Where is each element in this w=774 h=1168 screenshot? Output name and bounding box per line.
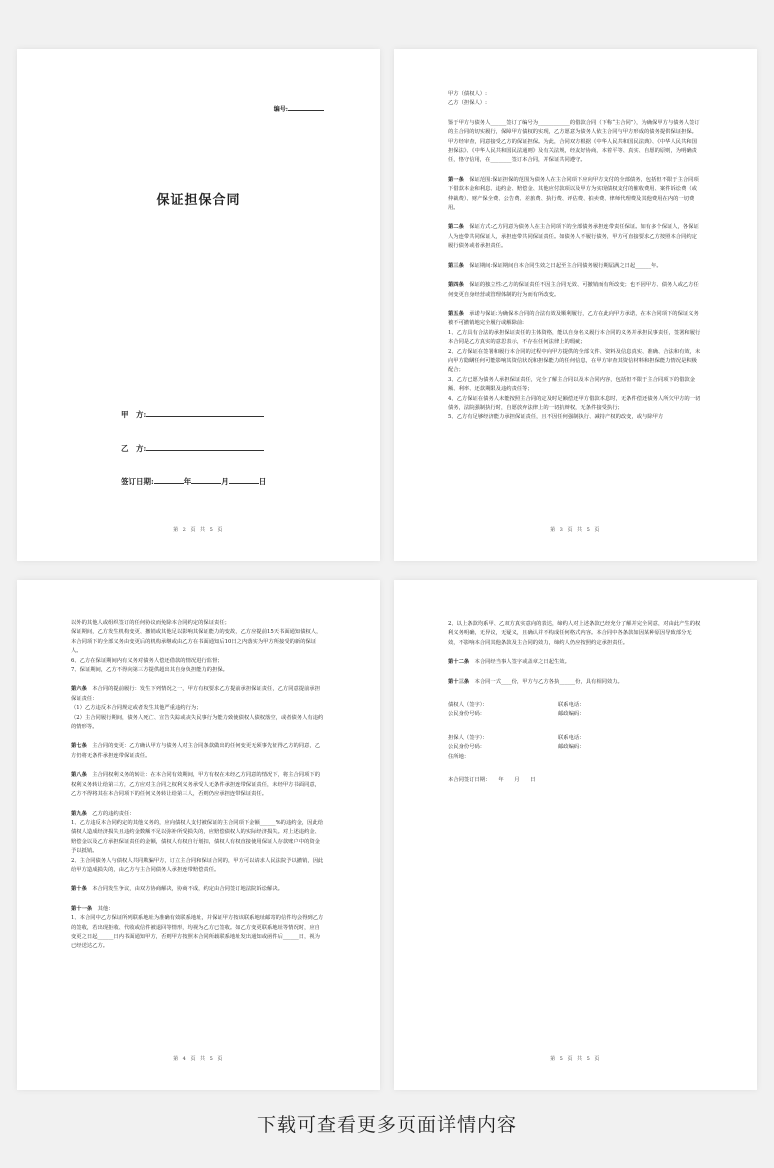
document-title: 保证担保合同: [156, 193, 241, 208]
page-number: 第 4 页 共 5 页: [173, 1056, 224, 1062]
text-line: 以外的其他人或组织签订的任何协议而免除本合同约定的保证责任；: [71, 620, 230, 626]
signing-date: 本合同签订日期： 年 月 日: [448, 777, 536, 784]
text-line: 7、保证期间，乙方不得向第三方提供超出其自身负担能力的担保。: [71, 667, 228, 674]
document-page-5: [394, 580, 757, 1090]
document-page-cover: [17, 49, 380, 561]
party-a-label: 甲方（债权人）:: [448, 91, 487, 97]
article-paragraph: 第五条 承诺与保证:为确保本合同的合法有效及顺利履行，乙方在此向甲方承诺，在本合同项下的保证义务被不可撤销地完全履行或解除前:: [448, 310, 699, 327]
article-paragraph: 第十二条 本合同经当事人签字或盖章之日起生效。: [448, 659, 570, 666]
article-paragraph: 第六条 本合同的提前履行：发生下列情况之一，甲方有权要求乙方提前承担保证责任，乙方同意提前承担保证责任：: [71, 686, 320, 702]
list-item: 5、乙方有足够经济能力承担保证责任，且不因任何强制执行、减持产权的改变，或与除甲方: [448, 414, 664, 421]
text-line: 2、以上条款均系甲、乙双方真实意向的表达，缔约人对上述条款已经充分了解并完全同意，对由此产生的权利义务明确，无异议，无疑义，且确认并不构成任何格式内容。本合同中各条款如因某种原因导致部分无效，不影响本合同其他条款及主合同的效力，缔约人仍应按照约定承担责任。: [448, 621, 701, 646]
page-body: [448, 620, 702, 785]
text-line: 6、乙方在保证期间内有义务对债务人偿还借款的情况进行监督；: [71, 657, 223, 664]
page-number: 第 2 页 共 5 页: [173, 527, 224, 533]
article-paragraph: 第三条 保证期间:保证期间自本合同生效之日起至主合同债务履行期届满之日起______年。: [448, 262, 662, 269]
contract-number-line: [288, 104, 324, 111]
article-paragraph: 第十条 本合同发生争议，由双方协商解决，协商不成，约定由合同签订地法院诉讼解决。: [71, 886, 283, 893]
party-b-line: 乙 方:: [121, 443, 264, 454]
creditor-signature-block: 债权人（签字）： 联系电话： 公民身份号码： 邮政编码：: [448, 702, 585, 718]
article-paragraph: 第七条 主合同的变更：乙方确认甲方与债务人对主合同条款做出的任何变更无须事先征得乙方的同意，乙方仍将无条件承担连带保证责任。: [71, 743, 320, 759]
document-page-3: [394, 49, 757, 561]
list-item: 1、本合同中乙方保证所列联系地址为准确有效联系地址，并保证甲方按该联系地址邮寄的信件均会得到乙方的签收，若出现拒收、代收或信件被退回等情形，均视为乙方已签收。如乙方变更联系地址等情况时，应自变更之日起______日内书面通知甲方，否则甲方按照本合同所载联系地址发出通知或函件后______日，视为已经送达乙方。: [71, 915, 324, 950]
text-line: 保证期间，乙方发生机构变更、撤销或其他足以影响其保证能力的变故，乙方应提前15天书面通知债权人，本合同项下的全部义务由变更后的机构承继或由乙方在书面通知后10日之内落实为甲方所接受的新的保证人。: [71, 629, 322, 655]
article-paragraph: 第十三条 本合同一式____份，甲方与乙方各执______份，具有相同效力。: [448, 678, 623, 685]
preamble-paragraph: 鉴于甲方与债务人______签订了编号为____________的借款合同（下称“主合同”），为确保甲方与债务人签订的主合同的切实履行，保障甲方债权的实现，乙方愿意为债务人依主合同与甲方形成的债务提供保证担保。甲方经审查，同意接受乙方的保证担保。为此，合同双方根据《中华人民共和国民法典》、《中华人民共和国担保法》、《中华人民共和国民法通则》及有关法规，经友好协商，本着平等、真实、自愿的原则，为明确责任，恪守信用，在________签订本合同，并保证共同遵守。: [448, 119, 700, 164]
page-body: [71, 619, 325, 952]
list-item: 3、乙方已愿为债务人承担保证责任，完全了解主合同以及本合同内容，包括但不限于主合同项下的借款金额、利率、还款期限及违约责任等；: [448, 376, 696, 393]
article-paragraph: 第十一条 其他：: [71, 905, 114, 912]
list-item: 1、乙方违反本合同约定的其他义务的，应向债权人支付被保证的主合同项下金额______%的违约金，因此给债权人造成经济损失且违约金数额不足以弥补所受损失的，应赔偿债权人的实际经济损失。对上述违约金、赔偿金以及乙方承担保证责任的金额，债权人有权自行划扣，债权人有权直接使用保证人存款账户中的资金予以抵销。: [71, 819, 324, 855]
list-item: 4、乙方保证在债务人未能按照主合同的定及时足额偿还甲方借款本息时，无条件偿还债务人所欠甲方的一切债务，法院强制执行时，自愿放弃法律上的一切抗辩权，无条件接受执行；: [448, 395, 701, 411]
party-a-line: 甲 方:: [121, 409, 264, 420]
contract-number-label: 编号:: [273, 106, 288, 113]
article-paragraph: 第四条 保证的独立性:乙方的保证责任不因主合同无效、可撤销而有所改变；也不因甲方、债务人或乙方任何变更自身经营或管理体制的行为而有所改变。: [448, 282, 699, 298]
page-number: 第 5 页 共 5 页: [550, 1056, 601, 1062]
guarantor-signature-block: 担保人（签字）： 联系电话： 公民身份号码： 邮政编码： 住所地：: [448, 734, 585, 760]
article-paragraph: 第九条 乙方的违约责任：: [71, 810, 135, 817]
list-item: 2、主合同债务人与债权人共同欺骗甲方，订立主合同和保证合同的，甲方可以请求人民法院予以撤销，因此给甲方造成损失的，由乙方与主合同债务人承担连带赔偿责任。: [71, 857, 324, 873]
article-paragraph: 第八条 主合同权利义务的转让：在本合同有效期间，甲方有权在未经乙方同意的情况下，将主合同项下的权利义务转让给第三方，乙方应对主合同之权利义务承受人无条件承担连带保证责任，未经甲方书面同意，乙方不得将其在本合同项下的任何义务转让给第三人，否则仍应承担连带保证责任。: [71, 772, 320, 798]
page-body: [448, 90, 702, 423]
party-b-label: 乙方（担保人）:: [448, 100, 487, 107]
article-paragraph: 第二条 保证方式:乙方同意为债务人在主合同项下的全部债务承担连带责任保证。如有多个保证人，各保证人为连带共同保证人，承担连带共同保证责任。如债务人不履行债务，甲方可直接要求乙方按照本合同约定履行债务或者承担责任。: [448, 224, 699, 250]
list-item: 1、乙方具有合法的承担保证责任的主体资格，能以自身名义履行本合同的义务并承担民事责任，签署和履行本合同是乙方真实的意思表示，不存在任何法律上的瑕疵；: [448, 329, 701, 346]
contract-number: [274, 104, 324, 113]
document-page-4: [17, 580, 380, 1090]
list-item: （2）主合同履行期间，债务人死亡、宣告失踪或丧失民事行为能力致使债权人债权落空，或者债务人有违约的情形等。: [71, 714, 324, 731]
download-caption: 下载可查看更多页面详情内容: [256, 1114, 517, 1136]
list-item: （1）乙方违反本合同规定或者发生其他严重违约行为；: [71, 705, 202, 712]
article-paragraph: 第一条 保证范围:保证担保的范围为债务人在主合同项下应向甲方支付的全部债务，包括但不限于主合同项下借款本金和利息、违约金、赔偿金、其他应付款项以及甲方为实现债权支付的催收费用、案件诉讼费（或仲裁费）、财产保全费、公告费、差旅费、执行费、评估费、拍卖费、律师代理费及其他费用在内的一切费用。: [448, 176, 699, 212]
list-item: 2、乙方保证在签署和履行本合同的过程中向甲方提供的全部文件、资料及信息真实、准确、合法和有效，未向甲方隐瞒任何可能影响其资信状况和担保能力的任何信息，在甲方审查其资信材料和担保能力情况是积极配合；: [448, 348, 701, 374]
page-number: 第 3 页 共 5 页: [550, 527, 601, 533]
sign-date-line: 签订日期: 年 月 日: [121, 477, 267, 486]
